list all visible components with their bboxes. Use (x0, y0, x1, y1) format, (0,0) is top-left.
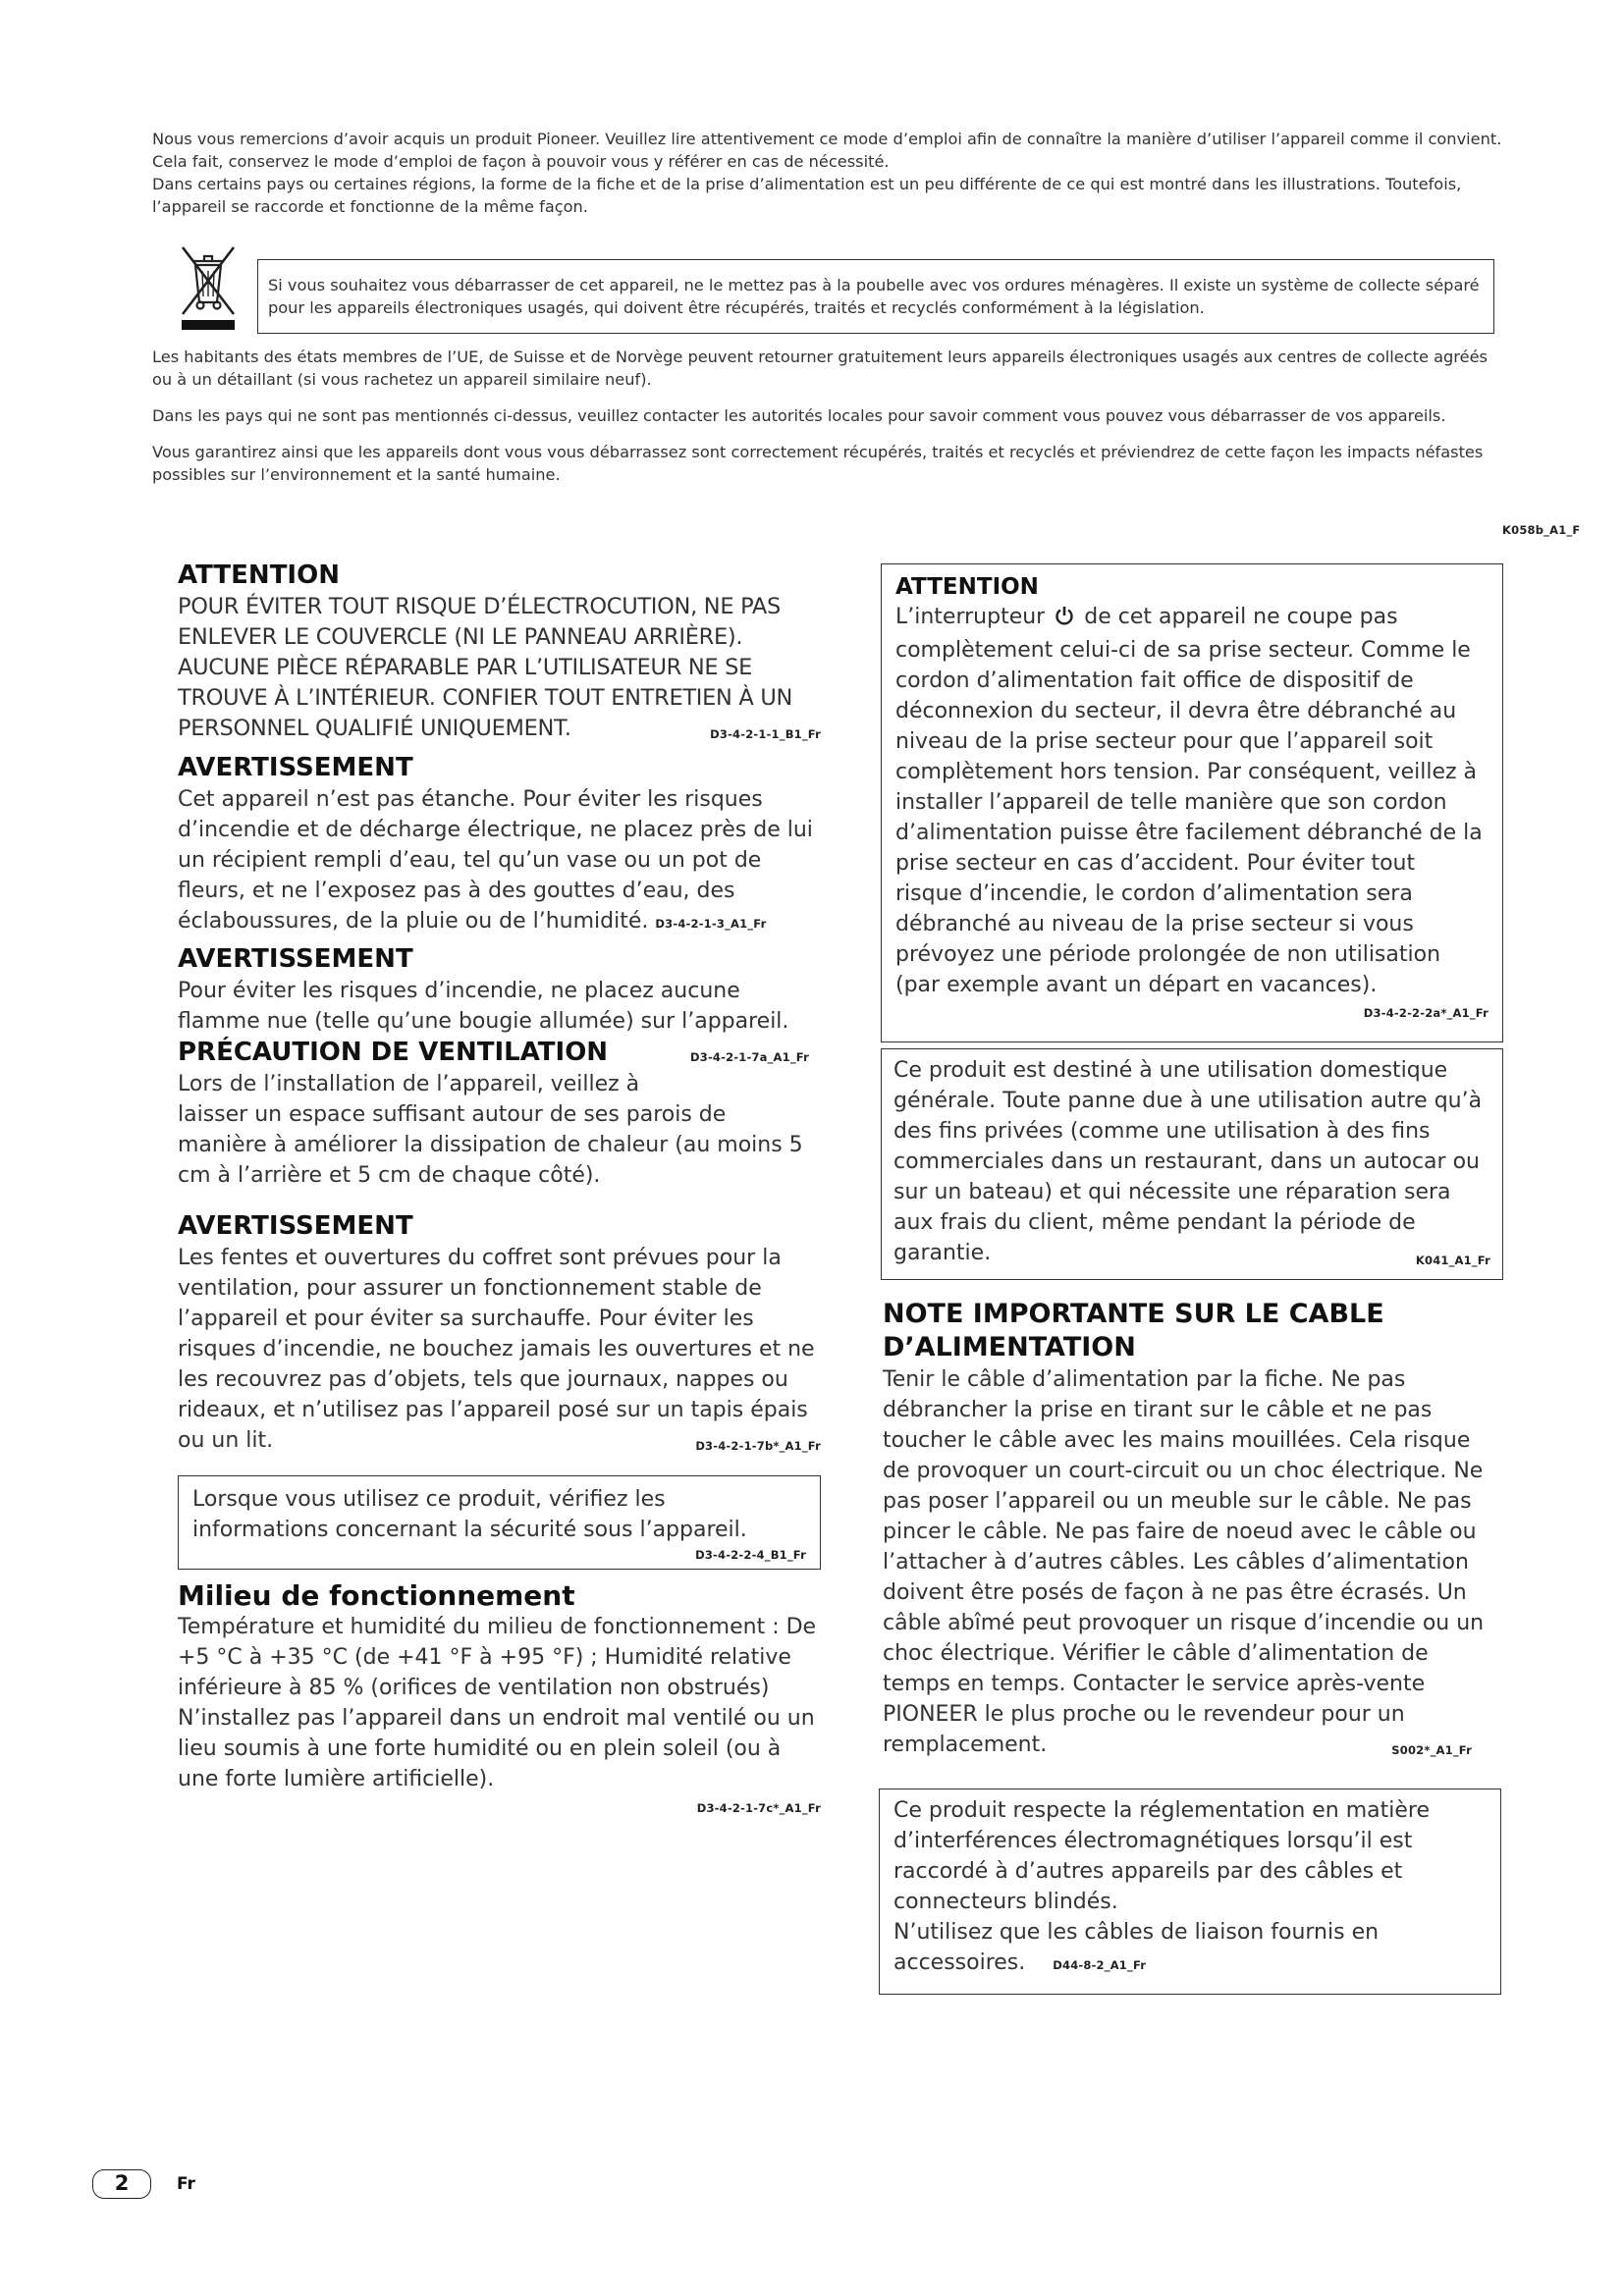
ventilation-text: Lors de l’installation de l’appareil, veillez à laisser un espace suffisant autour de ses parois de manière à améliorer la dissipation de chaleur (au moins 5 cm à l’arrière et 5 cm de chaque côté). (178, 1072, 803, 1188)
emc-body: N’utilisez que les câbles de liaison fournis en accessoires. (893, 1920, 1380, 1975)
weee-paragraph: Les habitants des états membres de l’UE, de Suisse et de Norvège peuvent retourner gratuitement leurs appareils électroniques usagés aux centres de collecte agréés ou à un détaillant (si vous rachetez un appareil similaire neuf). (152, 347, 1488, 389)
weee-code: K058b_A1_F (1502, 523, 1581, 537)
left-column (178, 560, 821, 1820)
power-standby-icon (1054, 605, 1075, 635)
operating-environment-code: D3-4-2-1-7c*_A1_Fr (696, 1801, 821, 1815)
warning-section-openings (178, 1210, 821, 1456)
warning-text (178, 1243, 821, 1456)
safety-info-code: D3-4-2-2-4_B1_Fr (695, 1548, 806, 1562)
power-switch-code: D3-4-2-2-2a*_A1_Fr (1363, 1006, 1489, 1020)
warning-body: Pour éviter les risques d’incendie, ne placez aucune flamme nue (telle qu’une bougie allumée) sur l’appareil. (178, 979, 789, 1034)
emc-code: D44-8-2_A1_Fr (1053, 1958, 1147, 1972)
weee-paragraph: Dans les pays qui ne sont pas mentionnés ci-dessus, veuillez contacter les autorités locales pour savoir comment vous pouvez vous débarrasser de vos appareils. (152, 406, 1446, 425)
weee-notice-text: Si vous souhaitez vous débarrasser de cet appareil, ne le mettez pas à la poubelle avec vos ordures ménagères. Il existe un système de collecte séparé pour les appareils électroniques usagés, qui doivent être récupérés, traités et recyclés conformément à la législation. (268, 276, 1480, 317)
power-cable-heading-line1: NOTE IMPORTANTE SUR LE CABLE (883, 1299, 1384, 1329)
warning-heading: AVERTISSEMENT (178, 1211, 413, 1241)
power-switch-body-start: L’interrupteur (895, 605, 1046, 629)
intro-paragraph: Nous vous remercions d’avoir acquis un produit Pioneer. Veuillez lire attentivement ce mode d’emploi afin de connaître la manière d’utiliser l’appareil comme il convient. Cela fait, conservez le mode d’emploi de façon à pouvoir vous y référer en cas de nécessité. (152, 130, 1502, 171)
attention-heading: ATTENTION (895, 574, 1039, 600)
power-cable-section (883, 1298, 1511, 1766)
power-cable-body: Tenir le câble d’alimentation par la fiche. Ne pas débrancher la prise en tirant sur le câble et ne pas toucher le câble avec les mains mouillées. Cela risque de provoquer un court-circuit ou un choc électrique. Ne pas poser l’appareil ou un meuble sur le câble. Ne pas pincer le câble. Ne pas faire de noeud avec le câble ou l’attacher à d’autres câbles. Les câbles d’alimentation doivent être posés de façon à ne pas être écrasés. Un câble abîmé peut provoquer un risque d’incendie ou un choc électrique. Vérifier le câble d’alimentation de temps en temps. Contacter le service après-vente PIONEER le plus proche ou le revendeur pour un remplacement. (883, 1367, 1485, 1757)
warning-section-water (178, 752, 821, 939)
operating-environment-text: N’installez pas l’appareil dans un endroit mal ventilé ou un lieu soumis à une forte humidité ou en plein soleil (ou à une forte lumière artificielle). (178, 1706, 815, 1791)
page-number: 2 (92, 2169, 151, 2199)
operating-environment-section (178, 1579, 821, 1820)
safety-info-text: Lorsque vous utilisez ce produit, vérifiez les informations concernant la sécurité sous l’appareil. (192, 1487, 747, 1542)
warning-body: Cet appareil n’est pas étanche. Pour éviter les risques d’incendie et de décharge électrique, ne placez près de lui un récipient rempli d’eau, tel qu’un vase ou un pot de fleurs, et ne l’exposez pas à des gouttes d’eau, des éclaboussures, de la pluie ou de l’humidité. (178, 787, 813, 934)
crossed-bin-icon (179, 243, 238, 332)
attention-heading: ATTENTION (178, 561, 340, 590)
domestic-use-body: Ce produit est destiné à une utilisation domestique générale. Toute panne due à une utilisation autre qu’à des fins privées (comme une utilisation à des fins commerciales dans un restaurant, dans un autocar ou sur un bateau) et qui nécessite une réparation sera aux frais du client, même pendant la période de garantie. (893, 1058, 1483, 1265)
attention-code: D3-4-2-1-1_B1_Fr (710, 727, 821, 741)
warning-code: D3-4-2-1-7b*_A1_Fr (695, 1439, 821, 1453)
warning-code: D3-4-2-1-7a_A1_Fr (690, 1050, 809, 1064)
weee-paragraph: Vous garantirez ainsi que les appareils dont vous vous débarrassez sont correctement récupérés, traités et recyclés et préviendrez de cette façon les impacts néfastes possibles sur l’environnement et la santé humaine. (152, 443, 1484, 484)
emc-text (893, 1917, 1487, 1981)
warning-code: D3-4-2-1-3_A1_Fr (655, 917, 767, 931)
ventilation-heading: PRÉCAUTION DE VENTILATION (178, 1038, 609, 1067)
attention-body: POUR ÉVITER TOUT RISQUE D’ÉLECTROCUTION, NE PAS ENLEVER LE COUVERCLE (NI LE PANNEAU ARRIÈRE). AUCUNE PIÈCE RÉPARABLE PAR L’UTILISATEUR NE SE TROUVE À L’INTÉRIEUR. CONFIER TOUT ENTRETIEN À UN PERSONNEL QUALIFIÉ UNIQUEMENT. (178, 594, 793, 741)
power-cable-heading (883, 1298, 1511, 1364)
attention-section (178, 560, 821, 744)
intro-section (152, 128, 1517, 218)
attention-text (178, 592, 821, 744)
warning-text (178, 784, 821, 939)
power-cable-code: S002*_A1_Fr (1391, 1743, 1472, 1757)
power-cable-text (883, 1364, 1501, 1760)
power-switch-text (895, 602, 1489, 1000)
weee-section (152, 346, 1507, 486)
warning-heading: AVERTISSEMENT (178, 753, 413, 782)
domestic-use-code: K041_A1_Fr (1415, 1254, 1490, 1267)
warning-body: Les fentes et ouvertures du coffret sont prévues pour la ventilation, pour assurer un fonctionnement stable de l’appareil et pour éviter sa surchauffe. Pour éviter les risques d’incendie, ne bouchez jamais les ouvertures et ne les recouvrez pas d’objets, tels que journaux, nappes ou rideaux, et n’utilisez pas l’appareil posé sur un tapis épais ou un lit. (178, 1246, 815, 1453)
domestic-use-box (881, 1048, 1503, 1280)
safety-info-box (178, 1475, 821, 1570)
domestic-use-text (893, 1055, 1490, 1268)
power-cable-heading-line2: D’ALIMENTATION (883, 1332, 1136, 1362)
warning-heading: AVERTISSEMENT (178, 944, 413, 974)
operating-environment-heading: Milieu de fonctionnement (178, 1579, 575, 1612)
language-label: Fr (177, 2174, 195, 2194)
emc-box (879, 1789, 1501, 1995)
weee-notice-box (257, 259, 1494, 334)
operating-environment-text: Température et humidité du milieu de fonctionnement : De +5 °C à +35 °C (de +41 °F à +95 °F) ; Humidité relative inférieure à 85 % (orifices de ventilation non obstrués) (178, 1615, 817, 1700)
intro-paragraph: Dans certains pays ou certaines régions, la forme de la fiche et de la prise d’alimentation est un peu différente de ce qui est montré dans les illustrations. Toutefois, l’appareil se raccorde et fonctionne de la même façon. (152, 175, 1462, 216)
power-switch-attention-box (881, 563, 1503, 1042)
emc-text: Ce produit respecte la réglementation en matière d’interférences électromagnétiques lorsqu’il est raccordé à d’autres appareils par des câbles et connecteurs blindés. (893, 1798, 1431, 1914)
power-switch-body-end: de cet appareil ne coupe pas complètement celui-ci de sa prise secteur. Comme le cordon d’alimentation fait office de dispositif de déconnexion du secteur, il devra être débranché au niveau de la prise secteur pour que l’appareil soit complètement hors tension. Par conséquent, veillez à installer l’appareil de telle manière que son cordon d’alimentation puisse être facilement débranché de la prise secteur en cas d’accident. Pour éviter tout risque d’incendie, le cordon d’alimentation sera débranché au niveau de la prise secteur si vous prévoyez une période prolongée de non utilisation (par exemple avant un départ en vacances). (895, 605, 1483, 997)
